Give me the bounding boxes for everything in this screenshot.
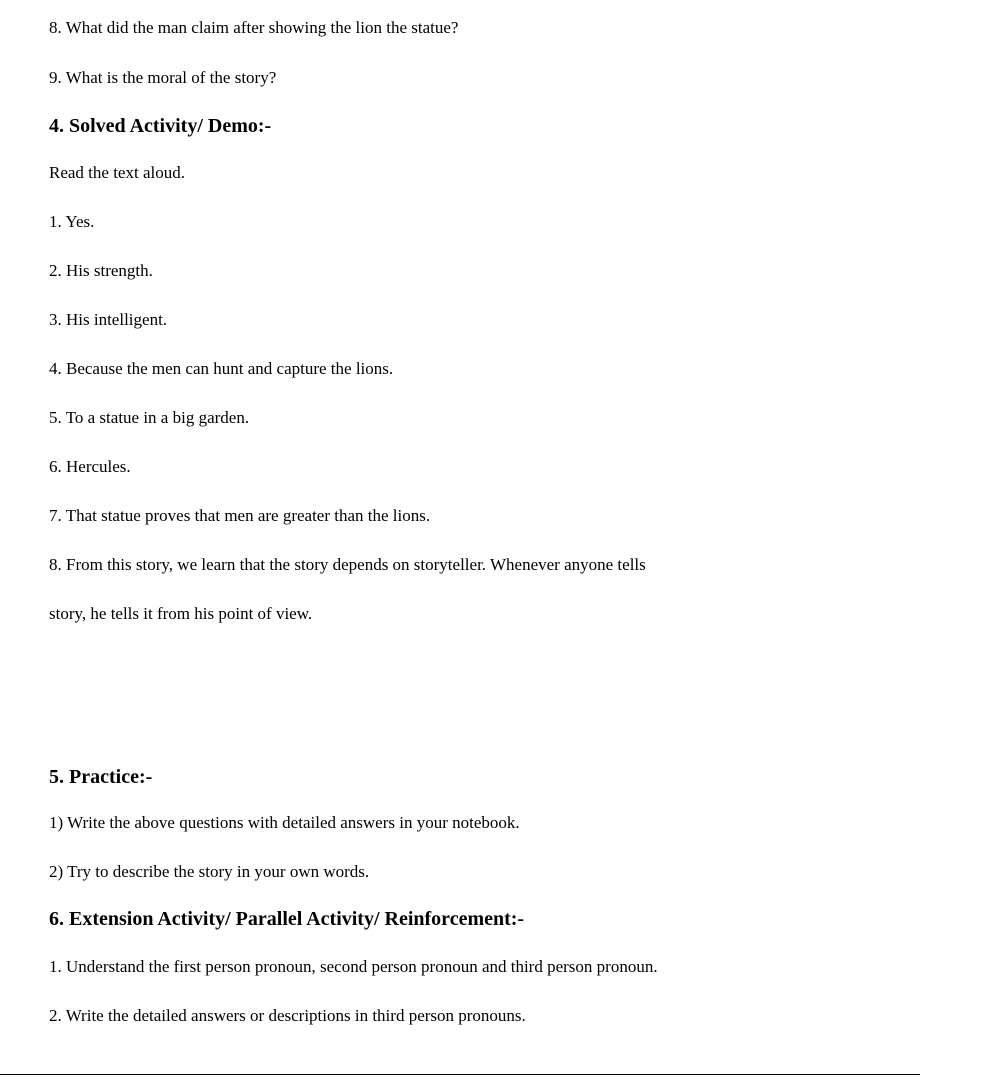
- practice-item-1: 1) Write the above questions with detailed answers in your notebook.: [49, 813, 520, 832]
- answer-5: 5. To a statue in a big garden.: [49, 408, 250, 427]
- extension-item-1: 1. Understand the first person pronoun, second person pronoun and third person pronoun.: [49, 957, 658, 976]
- answer-3: 3. His intelligent.: [49, 310, 168, 329]
- extension-heading: 6. Extension Activity/ Parallel Activity/ Reinforcement:-: [49, 908, 525, 930]
- answer-4: 4. Because the men can hunt and capture the lions.: [49, 359, 394, 378]
- answer-6: 6. Hercules.: [49, 457, 131, 476]
- answer-8-line-2: story, he tells it from his point of view.: [49, 604, 313, 623]
- extension-item-2: 2. Write the detailed answers or descriptions in third person pronouns.: [49, 1006, 526, 1025]
- answer-8-line-1: 8. From this story, we learn that the story depends on storyteller. Whenever anyone tells: [49, 555, 646, 574]
- answer-7: 7. That statue proves that men are greater than the lions.: [49, 506, 431, 525]
- question-8: 8. What did the man claim after showing the lion the statue?: [49, 18, 459, 37]
- question-9: 9. What is the moral of the story?: [49, 68, 277, 87]
- solved-intro: Read the text aloud.: [49, 163, 185, 182]
- solved-activity-heading: 4. Solved Activity/ Demo:-: [49, 115, 272, 137]
- answer-2: 2. His strength.: [49, 261, 153, 280]
- practice-heading: 5. Practice:-: [49, 766, 153, 788]
- footer-divider: [0, 1074, 920, 1075]
- answer-1: 1. Yes.: [49, 212, 95, 231]
- practice-item-2: 2) Try to describe the story in your own words.: [49, 862, 370, 881]
